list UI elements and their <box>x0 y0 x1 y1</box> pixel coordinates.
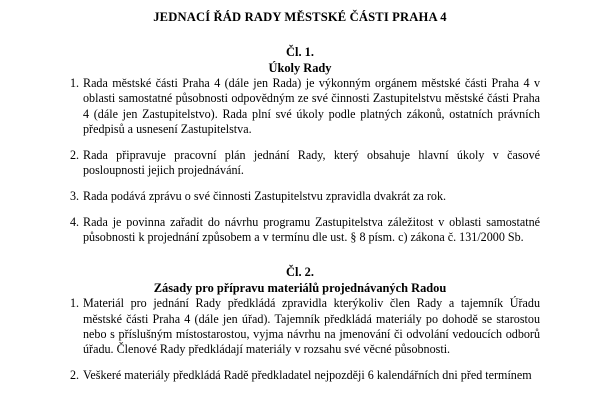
clause-marker: 2. <box>70 147 80 162</box>
article-1-clause-list <box>60 76 540 245</box>
article-2-subtitle: Zásady pro přípravu materiálů projednávaných Radou <box>153 280 447 295</box>
clause-item <box>60 368 540 383</box>
article-1 <box>60 45 540 245</box>
clause-item <box>60 189 540 204</box>
clause-marker: 1. <box>70 76 80 91</box>
clause-item <box>60 148 540 179</box>
article-1-subtitle: Úkoly Rady <box>268 60 332 75</box>
article-2-number: Čl. 2. <box>286 265 314 280</box>
clause-item <box>60 76 540 137</box>
article-2-clause-list <box>60 296 540 383</box>
clause-marker: 1. <box>70 296 80 311</box>
article-2-heading <box>60 265 540 296</box>
clause-item <box>60 296 540 357</box>
clause-text: Rada připravuje pracovní plán jednání Rady, který obsahuje hlavní úkoly v časové posloupnosti jejich projednávání. <box>83 147 540 178</box>
clause-text: Rada městské části Praha 4 (dále jen Rada) je výkonným orgánem městské části Praha 4 v oblasti samostatné působnosti odpovědným ze své činnosti Zastupitelstvu městské části Praha 4 (dále jen Zastupitelstvo). Rada plní své úkoly podle platných zákonů, ostatních právních předpisů a usnesení Zastupitelstva. <box>83 76 540 136</box>
clause-text: Rada je povinna zařadit do návrhu programu Zastupitelstva záležitost v oblasti samostatné působnosti k projednání způsobem a v termínu dle ust. § 8 písm. c) zákona č. 131/2000 Sb. <box>83 214 540 244</box>
clause-text: Rada podává zprávu o své činnosti Zastupitelstvu zpravidla dvakrát za rok. <box>83 188 447 203</box>
article-2 <box>60 265 540 383</box>
document-title: JEDNACÍ ŘÁD RADY MĚSTSKÉ ČÁSTI PRAHA 4 <box>153 10 447 24</box>
article-1-heading <box>60 45 540 76</box>
clause-text: Veškeré materiály předkládá Radě předkladatel nejpozději 6 kalendářních dni před termínem <box>83 367 532 382</box>
clause-item <box>60 215 540 246</box>
clause-marker: 2. <box>70 367 80 382</box>
document-content <box>60 0 540 383</box>
article-1-number: Čl. 1. <box>286 45 314 60</box>
clause-marker: 3. <box>70 188 80 203</box>
clause-marker: 4. <box>70 214 80 229</box>
clause-text: Materiál pro jednání Rady předkládá zpravidla kterýkoliv člen Rady a tajemník Úřadu městské části Praha 4 (dále jen úřad). Tajemník předkládá materiály po dohodě se starostou nebo s příslušným místostarostou, vyjma návrhu na jmenování či odvolání vedoucích odborů úřadu. Členové Rady předkládají materiály v rozsahu své věcné působnosti. <box>83 296 540 357</box>
